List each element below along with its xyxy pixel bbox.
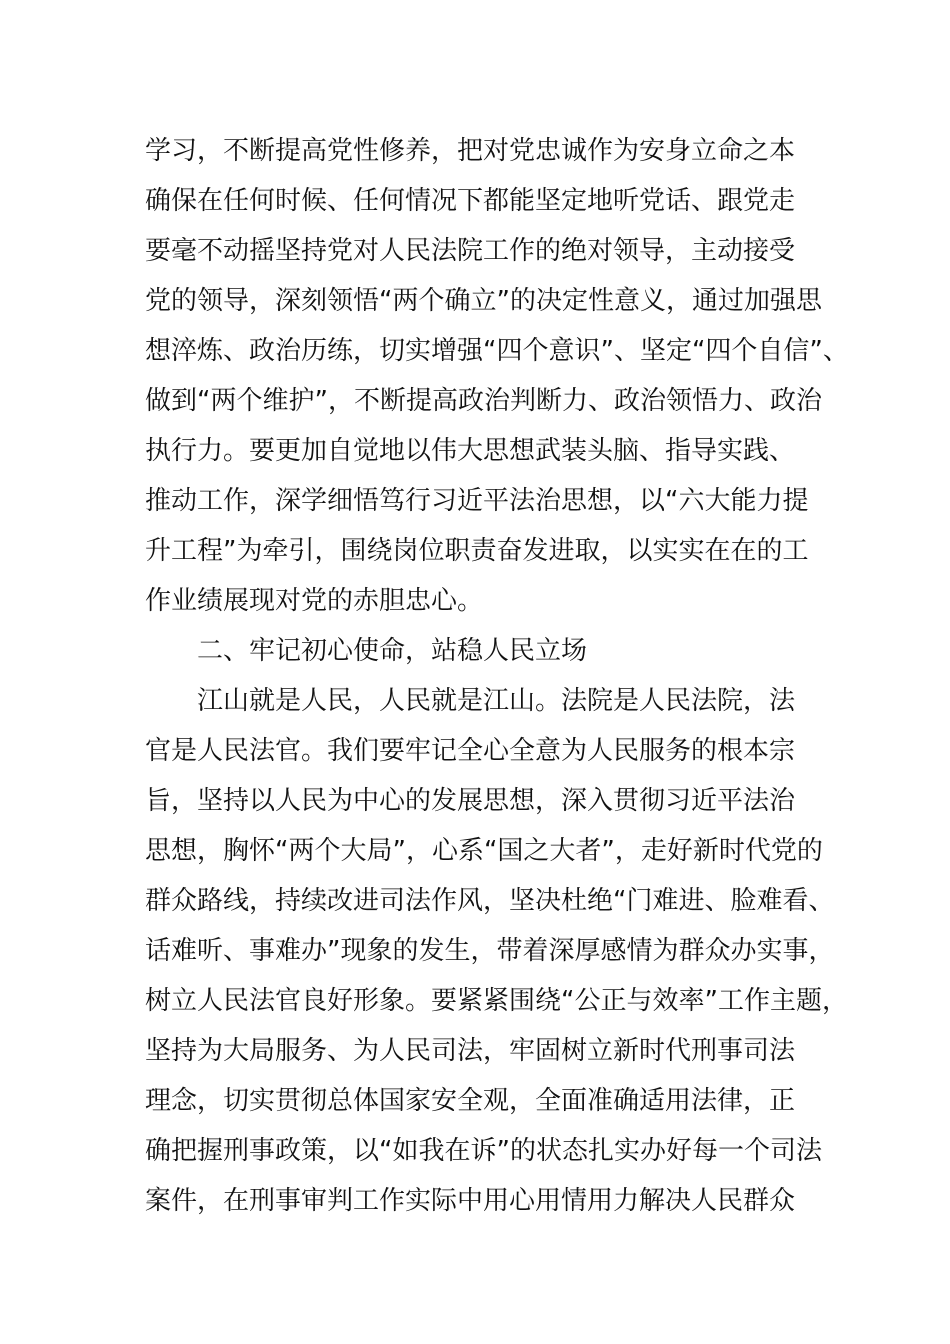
paragraph-line: 学习，不断提高党性修养，把对党忠诚作为安身立命之本 [145, 136, 796, 166]
paragraph-line: 群众路线，持续改进司法作风，坚决杜绝“门难进、脸难看、 [145, 886, 835, 916]
paragraph-line: 树立人民法官良好形象。要紧紧围绕“公正与效率”工作主题， [145, 986, 848, 1016]
paragraph-line: 理念，切实贯彻总体国家安全观，全面准确适用法律，正 [145, 1086, 796, 1116]
paragraph-line: 做到“两个维护”，不断提高政治判断力、政治领悟力、政治 [145, 386, 822, 416]
paragraph-line: 作业绩展现对党的赤胆忠心。 [145, 586, 484, 616]
paragraph-line: 确把握刑事政策，以“如我在诉”的状态扎实办好每一个司法 [145, 1136, 822, 1166]
body-text [145, 126, 849, 1226]
paragraph-line: 想淬炼、政治历练，切实增强“四个意识”、坚定“四个自信”、 [145, 336, 849, 366]
paragraph-line: 官是人民法官。我们要牢记全心全意为人民服务的根本宗 [145, 736, 796, 766]
paragraph-line: 案件，在刑事审判工作实际中用心用情用力解决人民群众 [145, 1186, 796, 1216]
paragraph-line: 话难听、事难办”现象的发生，带着深厚感情为群众办实事， [145, 936, 835, 966]
paragraph-line: 执行力。要更加自觉地以伟大思想武装头脑、指导实践、 [145, 436, 796, 466]
section-heading: 二、牢记初心使命，站稳人民立场 [197, 636, 588, 666]
paragraph-line: 旨，坚持以人民为中心的发展思想，深入贯彻习近平法治 [145, 786, 796, 816]
paragraph-line: 坚持为大局服务、为人民司法，牢固树立新时代刑事司法 [145, 1036, 796, 1066]
paragraph-line: 思想，胸怀“两个大局”，心系“国之大者”，走好新时代党的 [145, 836, 823, 866]
paragraph-line: 确保在任何时候、任何情况下都能坚定地听党话、跟党走 [145, 186, 796, 216]
paragraph-line: 江山就是人民，人民就是江山。法院是人民法院，法 [197, 686, 796, 716]
paragraph-line: 要毫不动摇坚持党对人民法院工作的绝对领导，主动接受 [145, 236, 796, 266]
paragraph-line: 党的领导，深刻领悟“两个确立”的决定性意义，通过加强思 [145, 286, 822, 316]
paragraph-line: 升工程”为牵引，围绕岗位职责奋发进取，以实实在在的工 [145, 536, 809, 566]
paragraph-line: 推动工作，深学细悟笃行习近平法治思想，以“六大能力提 [145, 486, 809, 516]
